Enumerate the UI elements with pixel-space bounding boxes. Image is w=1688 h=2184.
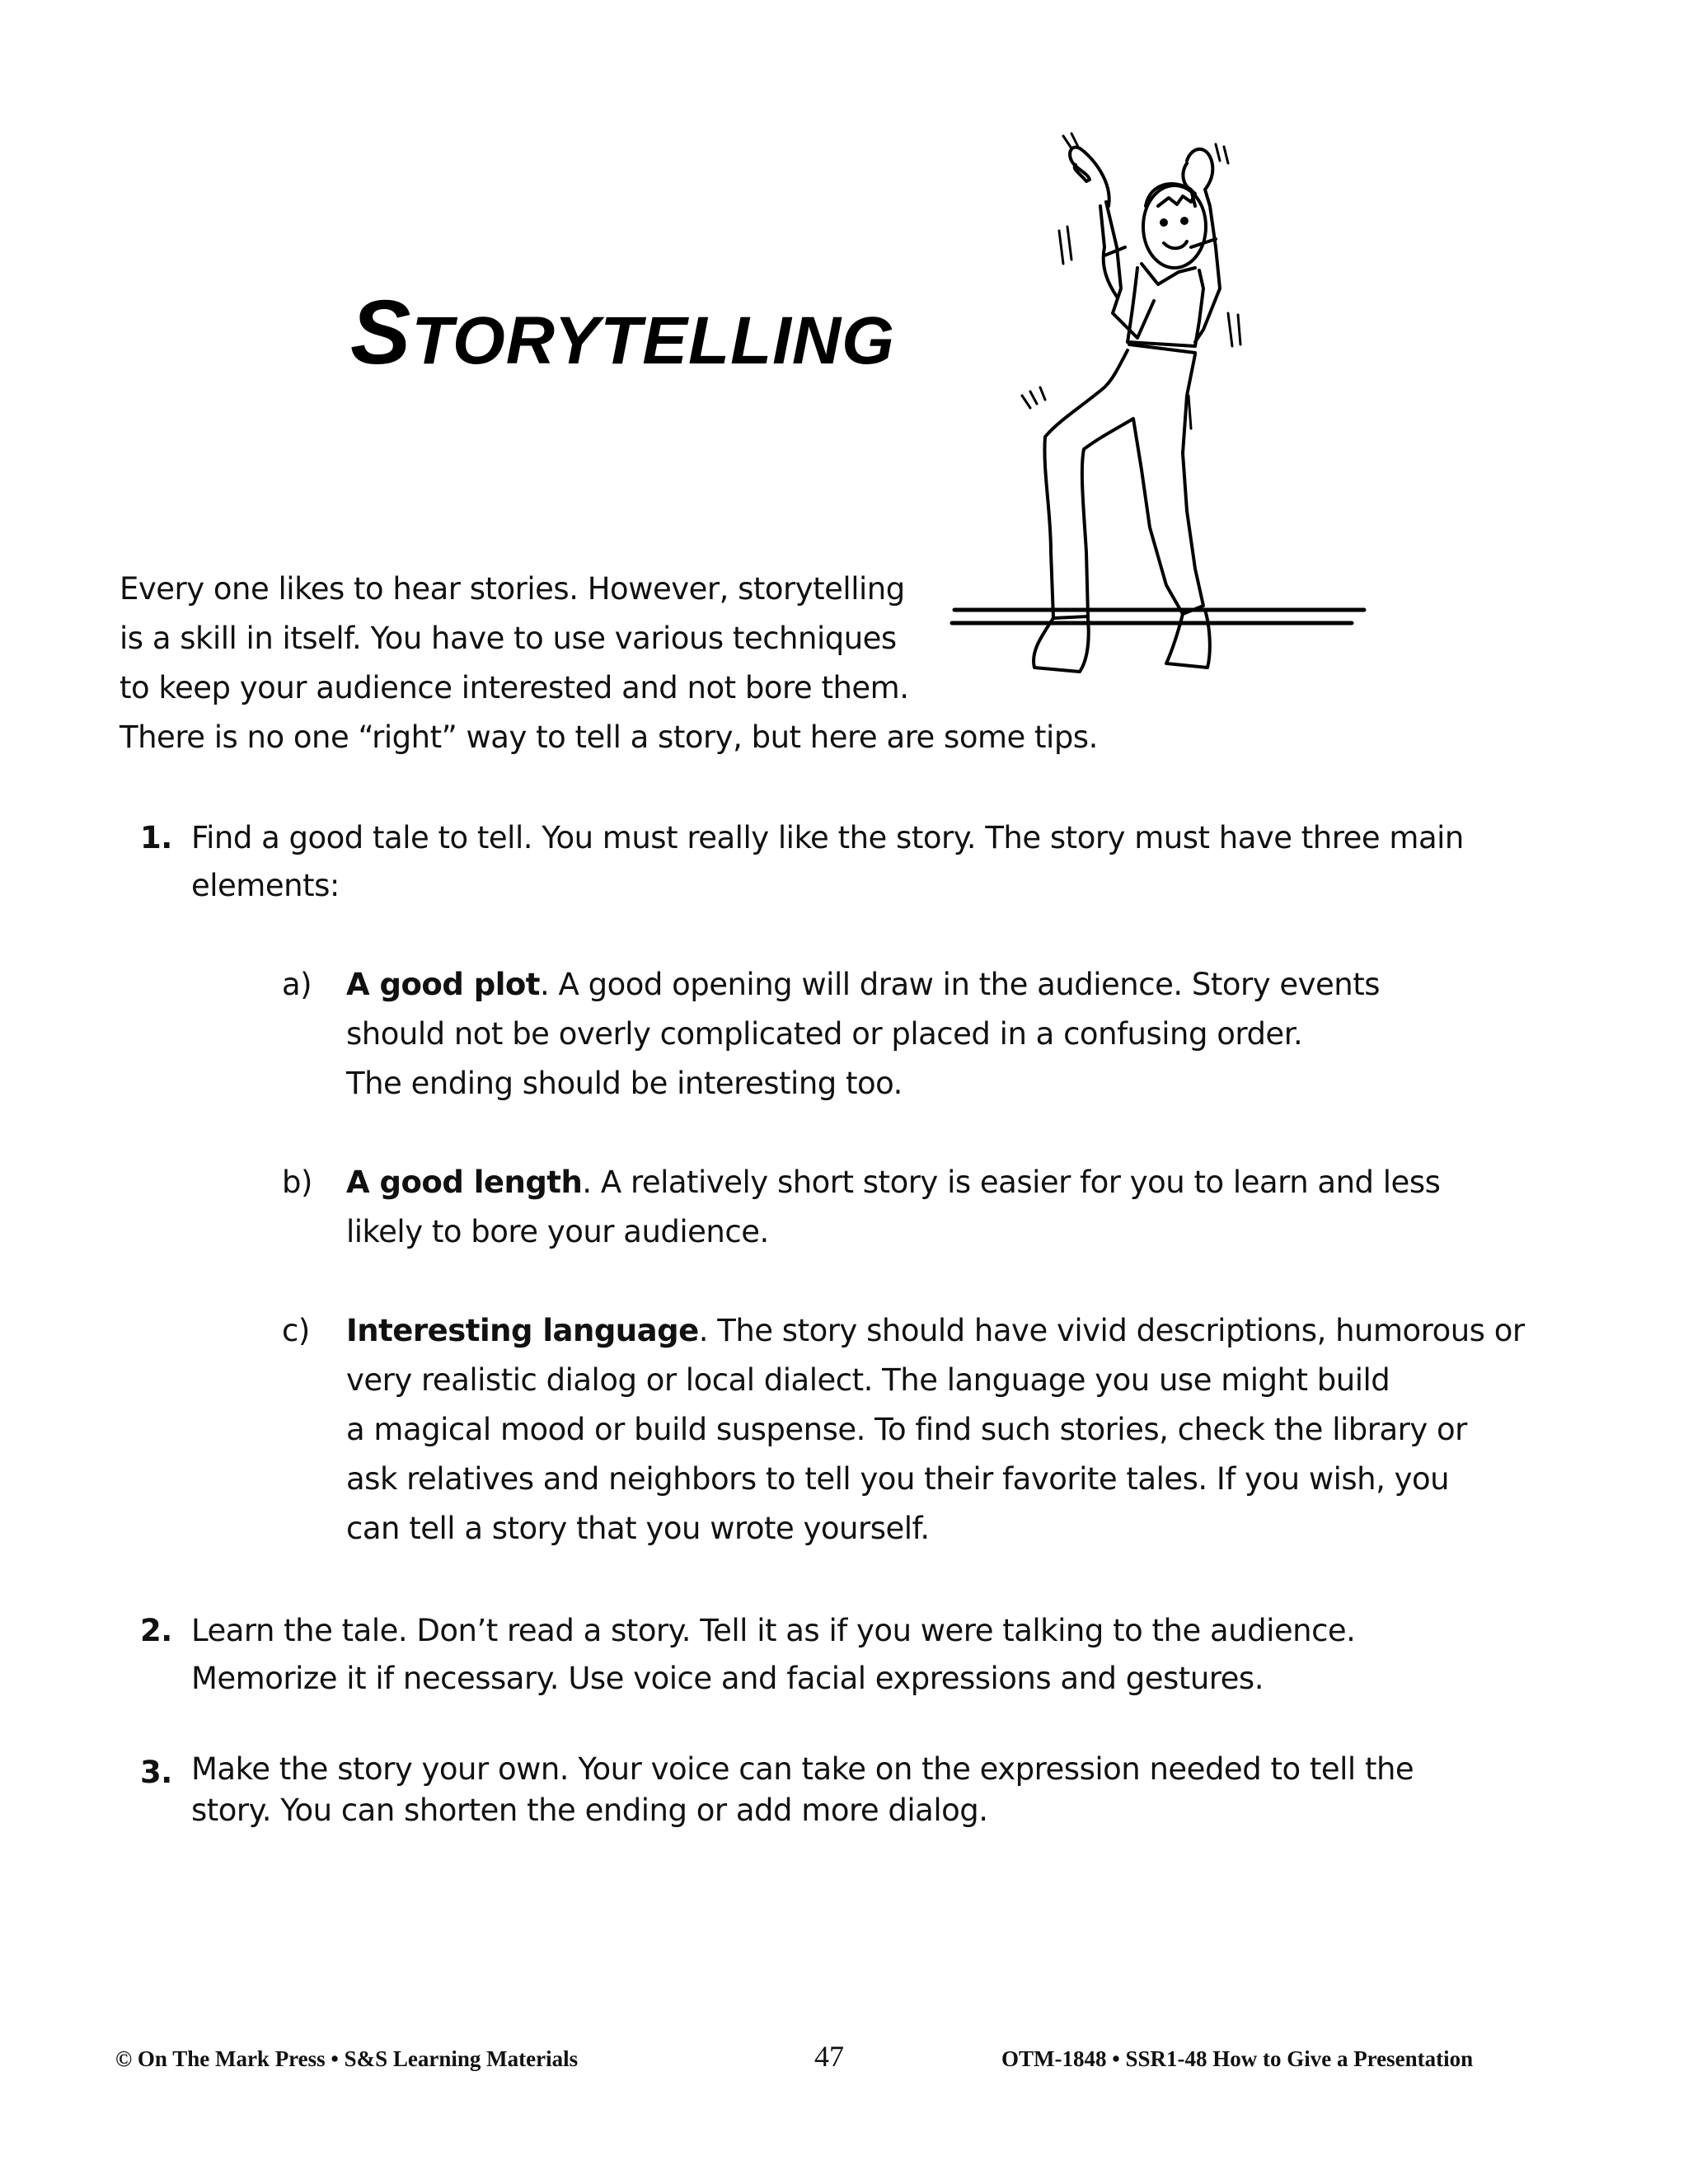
subitem-line: The ending should be interesting too. <box>346 1066 903 1101</box>
item-line: story. You can shorten the ending or add more dialog. <box>191 1793 988 1828</box>
subitem-line: . A relatively short story is easier for you to learn and less <box>582 1165 1441 1200</box>
subitem-line: can tell a story that you wrote yourself. <box>346 1511 930 1546</box>
item-line: Memorize it if necessary. Use voice and facial expressions and gestures. <box>191 1661 1264 1696</box>
subitem-line: very realistic dialog or local dialect. The language you use might build <box>346 1362 1390 1398</box>
item-number: 3. <box>140 1755 172 1790</box>
intro-line: Every one likes to hear stories. However, storytelling <box>120 571 905 607</box>
footer-product-code: OTM-1848 • SSR1-48 How to Give a Presentation <box>1001 2046 1474 2071</box>
subitem-label: c) <box>282 1313 310 1348</box>
item-line: elements: <box>191 868 340 903</box>
subitem-line: . The story should have vivid descriptions, humorous or <box>698 1313 1525 1348</box>
footer-copyright: © On The Mark Press • S&S Learning Materials <box>115 2046 579 2071</box>
item-line: Find a good tale to tell. You must really like the story. The story must have three main <box>191 820 1464 855</box>
title-initial: S <box>350 282 412 383</box>
intro-line: is a skill in itself. You have to use various techniques <box>120 621 897 656</box>
item-number: 1. <box>140 820 172 855</box>
subitem-line: . A good opening will draw in the audience. Story events <box>539 967 1381 1002</box>
subitem-line: ask relatives and neighbors to tell you their favorite tales. If you wish, you <box>346 1461 1450 1497</box>
intro-line: to keep your audience interested and not bore them. <box>120 670 909 705</box>
intro-line: There is no one “right” way to tell a story, but here are some tips. <box>120 719 1098 755</box>
intro-paragraph <box>120 565 1098 762</box>
item-line: Learn the tale. Don’t read a story. Tell it as if you were talking to the audience. <box>191 1613 1356 1648</box>
subitem-heading: Interesting language <box>346 1313 699 1348</box>
subitem-heading: A good plot <box>346 967 540 1002</box>
subitem-label: a) <box>282 967 312 1002</box>
subitem-line: should not be overly complicated or placed in a confusing order. <box>346 1016 1303 1052</box>
title-rest: TORYTELLING <box>411 303 895 378</box>
subitem-line: likely to bore your audience. <box>346 1214 769 1249</box>
page-number: 47 <box>814 2040 844 2073</box>
subitem-heading: A good length <box>346 1165 583 1200</box>
item-line: Make the story your own. Your voice can take on the expression needed to tell the <box>191 1751 1414 1787</box>
subitem-line: a magical mood or build suspense. To find such stories, check the library or <box>346 1412 1467 1447</box>
subitem-label: b) <box>282 1165 312 1200</box>
page-title <box>350 280 895 385</box>
item-number: 2. <box>140 1613 172 1648</box>
